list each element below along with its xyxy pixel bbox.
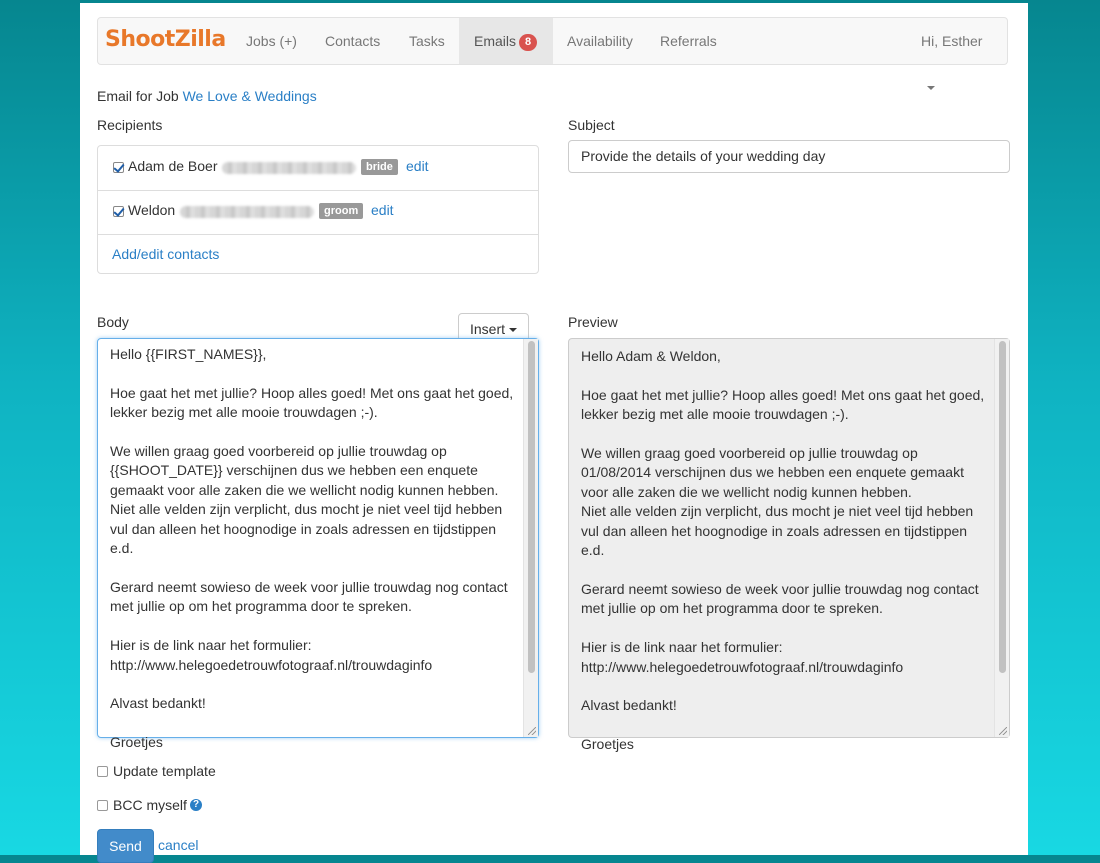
recipient-checkbox[interactable]	[113, 162, 124, 173]
recipient-name: Weldon	[128, 202, 176, 218]
preview-scrollbar[interactable]	[994, 339, 1009, 737]
unread-count-badge: 8	[519, 34, 537, 51]
nav-item-label: Contacts	[325, 33, 381, 49]
nav-item-label: Emails	[474, 33, 517, 49]
nav-item-referrals[interactable]	[645, 18, 732, 64]
nav-item-availability[interactable]	[552, 18, 648, 64]
nav-item-jobs[interactable]	[231, 18, 312, 64]
nav-item-tasks[interactable]	[394, 18, 460, 64]
job-link[interactable]: We Love & Weddings	[182, 88, 317, 104]
nav-item-label: Referrals	[660, 33, 717, 49]
bcc-myself-label[interactable]: BCC myself	[113, 797, 187, 813]
body-text: Hello {{FIRST_NAMES}}, Hoe gaat het met jullie? Hoop alles goed! Met ons gaat het goed, lekker bezig met alle mooie trouwdagen ;-). We willen graag goed voorbereid op jullie trouwdag op {{SHOOT_DATE}} verschijnen dus we hebben een enquete gemaakt voor alle zaken die we wellicht nodig kunnen hebben. Niet alle velden zijn verplicht, dus mocht je niet veel tijd hebben vul dan alleen het hoognodige in zoals adressen en tijdstippen e.d. Gerard neemt sowieso de week voor jullie trouwdag nog contact met jullie op om het programma door te spreken. Hier is de link naar het formulier: http://www.helegoedetrouwfotograaf.nl/trouwdaginfo Alvast bedankt! Groetjes	[110, 346, 514, 751]
recipient-row	[98, 146, 538, 191]
email-context	[97, 88, 317, 104]
nav-item-contacts[interactable]	[310, 18, 395, 64]
nav-item-emails[interactable]	[459, 18, 553, 64]
cancel-link[interactable]: cancel	[158, 837, 199, 853]
send-button[interactable]: Send	[97, 829, 154, 863]
chevron-down-icon	[927, 86, 935, 90]
recipient-checkbox[interactable]	[113, 206, 124, 217]
insert-button-label: Insert	[469, 321, 505, 337]
preview-text: Hello Adam & Weldon, Hoe gaat het met jullie? Hoop alles goed! Met ons gaat het goed, lekker bezig met alle mooie trouwdagen ;-). We willen graag goed voorbereid op jullie trouwdag op 01/08/2014 verschijnen dus we hebben een enquete gemaakt voor alle zaken die we wellicht nodig kunnen hebben. Niet alle velden zijn verplicht, dus mocht je niet veel tijd hebben vul dan alleen het hoognodige in zoals adressen en tijdstippen e.d. Gerard neemt sowieso de week voor jullie trouwdag nog contact met jullie op om het programma door te spreken. Hier is de link naar het formulier: http://www.helegoedetrouwfotograaf.nl/trouwdaginfo Alvast bedankt! Groetjes	[581, 348, 985, 753]
user-menu-label: Hi, Esther	[921, 33, 983, 49]
body-label: Body	[97, 314, 129, 330]
resize-grip-icon[interactable]	[528, 727, 536, 735]
recipient-role-tag: bride	[361, 159, 398, 175]
preview-textarea	[568, 338, 1010, 753]
add-edit-contacts-link[interactable]: Add/edit contacts	[112, 246, 220, 262]
nav-item-label: Jobs (+)	[246, 33, 297, 49]
help-icon[interactable]: ?	[190, 799, 202, 811]
recipient-name: Adam de Boer	[128, 158, 218, 174]
body-scrollbar[interactable]	[523, 339, 538, 737]
page-sheet	[80, 3, 1028, 855]
subject-input[interactable]: Provide the details of your wedding day	[568, 140, 1010, 173]
resize-grip-icon[interactable]	[999, 727, 1007, 735]
recipients-label: Recipients	[97, 117, 163, 133]
nav-item-label: Availability	[567, 33, 633, 49]
recipient-row	[98, 190, 538, 235]
recipient-edit-link[interactable]: edit	[371, 202, 394, 218]
top-navbar	[97, 17, 1008, 65]
body-scroll-thumb[interactable]	[528, 341, 535, 673]
brand-logo[interactable]: ShootZilla	[105, 27, 226, 52]
preview-scroll-thumb[interactable]	[999, 341, 1006, 673]
bcc-myself-checkbox[interactable]	[97, 800, 108, 811]
nav-item-label: Tasks	[409, 33, 445, 49]
body-textarea[interactable]	[97, 338, 539, 751]
recipients-list	[97, 145, 539, 274]
redacted-email	[180, 206, 314, 218]
chevron-down-icon	[509, 328, 517, 332]
redacted-email	[222, 162, 356, 174]
email-context-prefix: Email for Job	[97, 88, 179, 104]
subject-label: Subject	[568, 117, 615, 133]
preview-label: Preview	[568, 314, 618, 330]
update-template-label[interactable]: Update template	[113, 763, 216, 779]
update-template-checkbox[interactable]	[97, 766, 108, 777]
recipient-role-tag: groom	[319, 203, 363, 219]
user-menu[interactable]	[906, 18, 1007, 64]
recipient-edit-link[interactable]: edit	[406, 158, 429, 174]
